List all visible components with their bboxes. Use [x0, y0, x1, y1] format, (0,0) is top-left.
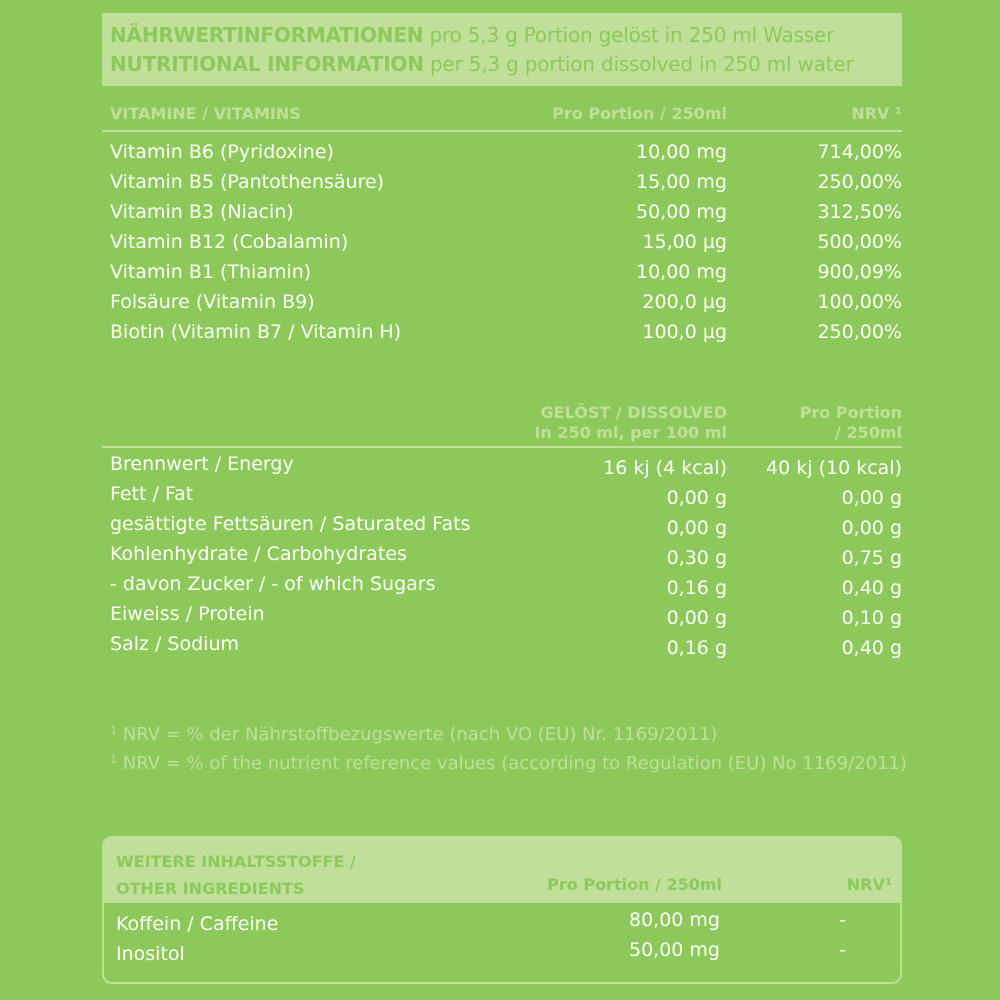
- ingredient-nrv: -: [839, 909, 846, 931]
- ingredient-amount: 50,00 mg: [628, 939, 720, 961]
- nutrient-name: Vitamin B12 (Cobalamin): [110, 231, 349, 253]
- nutrient-nrv: 250,00%: [817, 171, 902, 193]
- nutrient-nrv: 714,00%: [817, 141, 902, 163]
- vitamins-column-header: VITAMINE / VITAMINS: [110, 104, 301, 123]
- nutrient-name: Vitamin B3 (Niacin): [110, 201, 294, 223]
- nutrient-name: Vitamin B6 (Pyridoxine): [110, 141, 334, 163]
- vitamins-portion-header: Pro Portion / 250ml: [552, 104, 727, 123]
- table-row: [110, 317, 902, 347]
- nutrient-per100: 0,00 g: [666, 607, 727, 629]
- ingredient-amount: 80,00 mg: [628, 909, 720, 931]
- nutrient-portion: 40 kj (10 kcal): [766, 457, 902, 479]
- nutrient-amount: 10,00 mg: [635, 261, 727, 283]
- nutrient-per100: 0,00 g: [666, 487, 727, 509]
- nutrient-name: Fett / Fat: [110, 483, 194, 505]
- nutrient-name: gesättigte Fettsäuren / Saturated Fats: [110, 513, 471, 535]
- nutrient-portion: 0,00 g: [841, 487, 902, 509]
- nutrient-amount: 100,0 µg: [642, 321, 727, 343]
- portion-header: [800, 403, 902, 443]
- other-ingredients-box: [102, 836, 902, 984]
- table-row: [110, 167, 902, 197]
- dissolved-header-line2: In 250 ml, per 100 ml: [534, 423, 727, 442]
- table-row: [110, 227, 902, 257]
- nutrient-per100: 0,16 g: [666, 637, 727, 659]
- other-nrv-header: NRV¹: [846, 875, 892, 894]
- other-ingredients-header: [104, 838, 900, 903]
- footnote-marker: 1: [110, 724, 117, 737]
- table-row: [110, 287, 902, 317]
- table-row: [110, 137, 902, 167]
- other-title-line1: WEITERE INHALTSSTOFFE /: [116, 852, 356, 871]
- vitamins-divider: [102, 130, 902, 132]
- nutrient-per100: 16 kj (4 kcal): [603, 457, 727, 479]
- table-row: [110, 257, 902, 287]
- nutrient-portion: 0,40 g: [841, 637, 902, 659]
- dissolved-header-line1: GELÖST / DISSOLVED: [540, 403, 727, 422]
- nutrient-nrv: 250,00%: [817, 321, 902, 343]
- header-title-de: NÄHRWERTINFORMATIONEN: [110, 23, 424, 47]
- nutrient-name: Vitamin B1 (Thiamin): [110, 261, 312, 283]
- ingredient-nrv: -: [839, 939, 846, 961]
- header-subtitle-de: pro 5,3 g Portion gelöst in 250 ml Wasser: [423, 23, 835, 47]
- nutrient-name: Salz / Sodium: [110, 633, 240, 655]
- header-title-en: NUTRITIONAL INFORMATION: [110, 52, 424, 76]
- nutrient-amount: 15,00 µg: [642, 231, 727, 253]
- footnote-marker: 1: [110, 753, 117, 766]
- nutrient-name: Eiweiss / Protein: [110, 603, 265, 625]
- portion-header-line1: Pro Portion: [799, 403, 902, 422]
- nutrition-header: [102, 13, 902, 86]
- table-row: [116, 907, 888, 937]
- nutrient-amount: 200,0 µg: [642, 291, 727, 313]
- header-line-en: [110, 50, 892, 79]
- table-row: [116, 937, 888, 967]
- vitamins-nrv-header: NRV ¹: [851, 104, 902, 123]
- nutrient-amount: 10,00 mg: [635, 141, 727, 163]
- ingredient-name: Koffein / Caffeine: [116, 913, 279, 935]
- other-portion-header: Pro Portion / 250ml: [547, 875, 722, 894]
- other-ingredients-title: [116, 848, 356, 902]
- nutrient-per100: 0,00 g: [666, 517, 727, 539]
- nutrient-portion: 0,10 g: [841, 607, 902, 629]
- portion-header-line2: / 250ml: [835, 423, 902, 442]
- ingredient-name: Inositol: [116, 943, 185, 965]
- nutrient-name: - davon Zucker / - of which Sugars: [110, 573, 436, 595]
- nutrient-portion: 0,40 g: [841, 577, 902, 599]
- nutrient-name: Vitamin B5 (Pantothensäure): [110, 171, 385, 193]
- nutrients-divider: [102, 446, 902, 448]
- table-row: [110, 633, 902, 663]
- other-title-line2: OTHER INGREDIENTS: [116, 879, 305, 898]
- nutrient-nrv: 312,50%: [817, 201, 902, 223]
- header-subtitle-en: per 5,3 g portion dissolved in 250 ml water: [423, 52, 854, 76]
- nutrient-per100: 0,30 g: [666, 547, 727, 569]
- table-row: [110, 453, 902, 483]
- nutrient-name: Kohlenhydrate / Carbohydrates: [110, 543, 407, 565]
- nutrient-name: Folsäure (Vitamin B9): [110, 291, 315, 313]
- header-line-de: [110, 21, 892, 50]
- nutrient-nrv: 500,00%: [817, 231, 902, 253]
- footnote-de-text: NRV = % der Nährstoffbezugswerte (nach VO (EU) Nr. 1169/2011): [122, 724, 718, 745]
- dissolved-header: [534, 403, 727, 443]
- nutrient-nrv: 900,09%: [817, 261, 902, 283]
- nutrient-portion: 0,00 g: [841, 517, 902, 539]
- nutrient-amount: 50,00 mg: [635, 201, 727, 223]
- nutrient-name: Biotin (Vitamin B7 / Vitamin H): [110, 321, 402, 343]
- footnote-en-text: NRV = % of the nutrient reference values (according to Regulation (EU) No 1169/2011): [122, 753, 907, 774]
- nutrient-nrv: 100,00%: [817, 291, 902, 313]
- nutrient-amount: 15,00 mg: [635, 171, 727, 193]
- footnote-de: [110, 717, 717, 749]
- table-row: [110, 197, 902, 227]
- footnote-en: [110, 746, 907, 778]
- nutrient-per100: 0,16 g: [666, 577, 727, 599]
- nutrient-name: Brennwert / Energy: [110, 453, 294, 475]
- nutrient-portion: 0,75 g: [841, 547, 902, 569]
